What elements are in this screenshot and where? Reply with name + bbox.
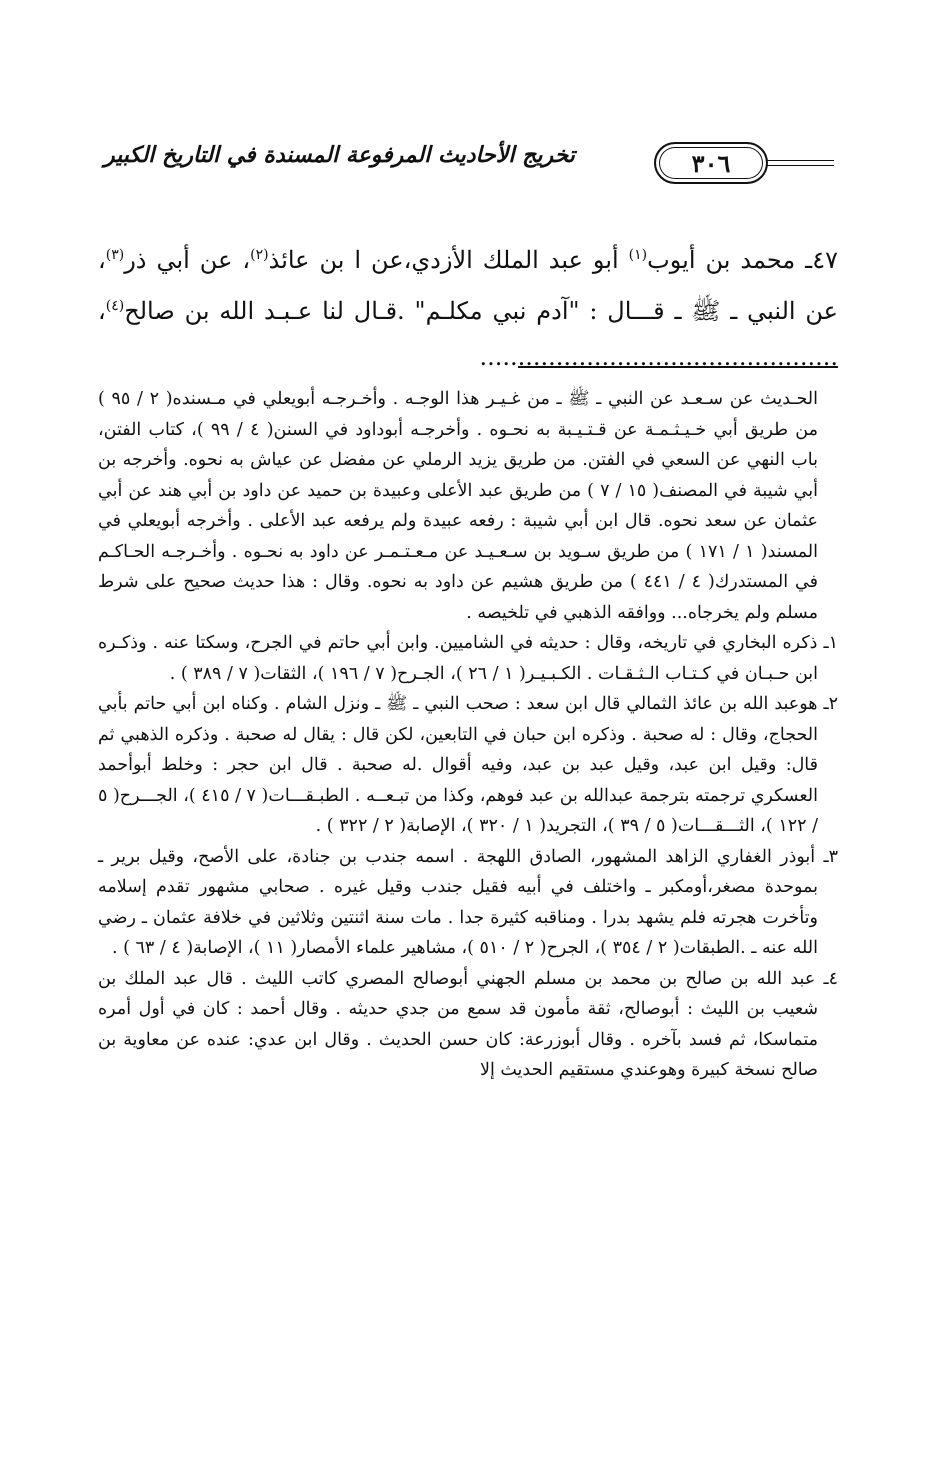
entry-text-2: أبو عبد الملك الأزدي،عن ا بن عائذ [268, 246, 629, 274]
footnote-ref-3: (٣) [105, 247, 125, 263]
entry-text-5: ، ............................................... [98, 297, 838, 371]
entry-text-1: ٤٧ـ محمد بن أيوب [647, 246, 838, 274]
hadith-entry [98, 232, 838, 380]
entry-text-3: ، عن أبي ذر [124, 246, 251, 274]
header-rule-right [766, 160, 834, 166]
page-number: ٣٠٦ [654, 142, 768, 184]
footnote-4: ٤ـ عبد الله بن صالح بن محمد بن مسلم الجهني أبوصالح المصري كاتب الليث . قال عبد الملك بن شعيب بن الليث : أبوصالح، ثقة مأمون قد سمع من جدي حديثه . وقال أحمد : كان في أول أمره متماسكا، ثم فسد بآخره . وقال أبوزرعة: كان حسن الحديث . وقال ابن عدي: عنده عن معاوية بن صالح نسخة كبيرة وهوعندي مستقيم الحديث إلا [98, 968, 838, 1080]
footnote-1: ١ـ ذكره البخاري في تاريخه، وقال : حديثه في الشاميين. وابن أبي حاتم في الجرح، وسكتا عنه . وذكـره ابن حـبـان في كـتـاب الـثـقـات . الكـبـيـر( ١ / ٢٦ )، الجـرح( ٧ / ١٩٦ )، الثقات( ٧ / ٣٨٩ ) . [98, 633, 838, 684]
footnote-ref-2: (٢) [250, 247, 269, 263]
footnotes [98, 384, 838, 1086]
footnote-ref-4: (٤) [105, 298, 125, 314]
footnote-2: ٢ـ هوعبد الله بن عائذ الثمالي قال ابن سعد : صحب النبي ـ ﷺ ـ ونزل الشام . وكناه ابن أبي حاتم بأبي الحجاج، وقال : له صحبة . وذكره ابن حبان في التابعين، لكن قال : يقال له صحبة . وذكره الذهبي ثم قال: وقيل ابن عبد، وقيل عبد بن عبد، وفيه أقوال .له صحبة . قال ابن حجر : وخلط أبوأحمد العسكري ترجمته بترجمة عبدالله بن عبد فوهم، وكذا من تبـعــه . الطبـقـــات( ٧ / ٤١٥ )، الجـــرح( ٥ / ١٢٢ )، الثـــقـــات( ٥ / ٣٩ )، التجريد( ١ / ٣٢٠ )، الإصابة( ٢ / ٣٢٢ ) . [98, 694, 838, 836]
footnote-3: ٣ـ أبوذر الغفاري الزاهد المشهور، الصادق اللهجة . اسمه جندب بن جنادة، على الأصح، وقيل برير ـ بموحدة مصغر،أومكبر ـ واختلف في أبيه فقيل جندب وقيل غيره . صحابي مشهور تقدم إسلامه وتأخرت هجرته فلم يشهد بدرا . ومناقبه كثيرة جدا . مات سنة اثنتين وثلاثين في خلافة عثمان ـ رضي الله عنه ـ .الطبقات( ٢ / ٣٥٤ )، الجرح( ٢ / ٥١٠ )، مشاهير علماء الأمصار( ١١ )، الإصابة( ٤ / ٦٣ ) . [98, 846, 838, 958]
page-header [98, 138, 834, 184]
footnote-divider [518, 366, 838, 368]
footnote-intro: الحـديث عن سـعـد عن النبي ـ ﷺ ـ من غـيـر هذا الوجـه . وأخـرجـه أبويعلي في مـسنده( ٢ / ٩٥ ) من طريق أبي خـيـثـمـة عن قـتـيـبة به نحـوه . وأخرجـه أبوداود في السنن( ٤ / ٩٩ )، كتاب الفتن، باب النهي عن السعي في الفتن. من طريق يزيد الرملي عن مفضل عن عياش به نحوه. وأخرجه بن أبي شيبة في المصنف( ١٥ / ٧ ) من طريق عبد الأعلى وعبيدة بن حميد عن داود بن أبي هند عن أبي عثمان عن سعد نحوه. قال ابن أبي شيبة : رفعه عبيدة ولم يرفعه عبد الأعلى . وأخرجه أبويعلي في المسند( ١ / ١٧١ ) من طريق سـويد بن سـعـيـد عن مـعـتـمـر عن داود به نحـوه . وأخـرجـه الحـاكـم في المستدرك( ٤ / ٤٤١ ) من طريق هشيم عن داود به نحوه. وقال : هذا حديث صحيح على شرط مسلم ولم يخرجاه... ووافقه الذهبي في تلخيصه . [98, 389, 819, 623]
running-title [98, 142, 638, 168]
entry-text-4: ، عن النبي ـ ﷺ ـ قـــال : "آدم نبي مكلـم" .قـال لنا عـبـد الله بن صالح [98, 246, 838, 325]
footnote-ref-1: (١) [628, 247, 648, 263]
running-title-text: تخريج الأحاديث المرفوعة المسندة في التاريخ الكبير [98, 142, 581, 168]
